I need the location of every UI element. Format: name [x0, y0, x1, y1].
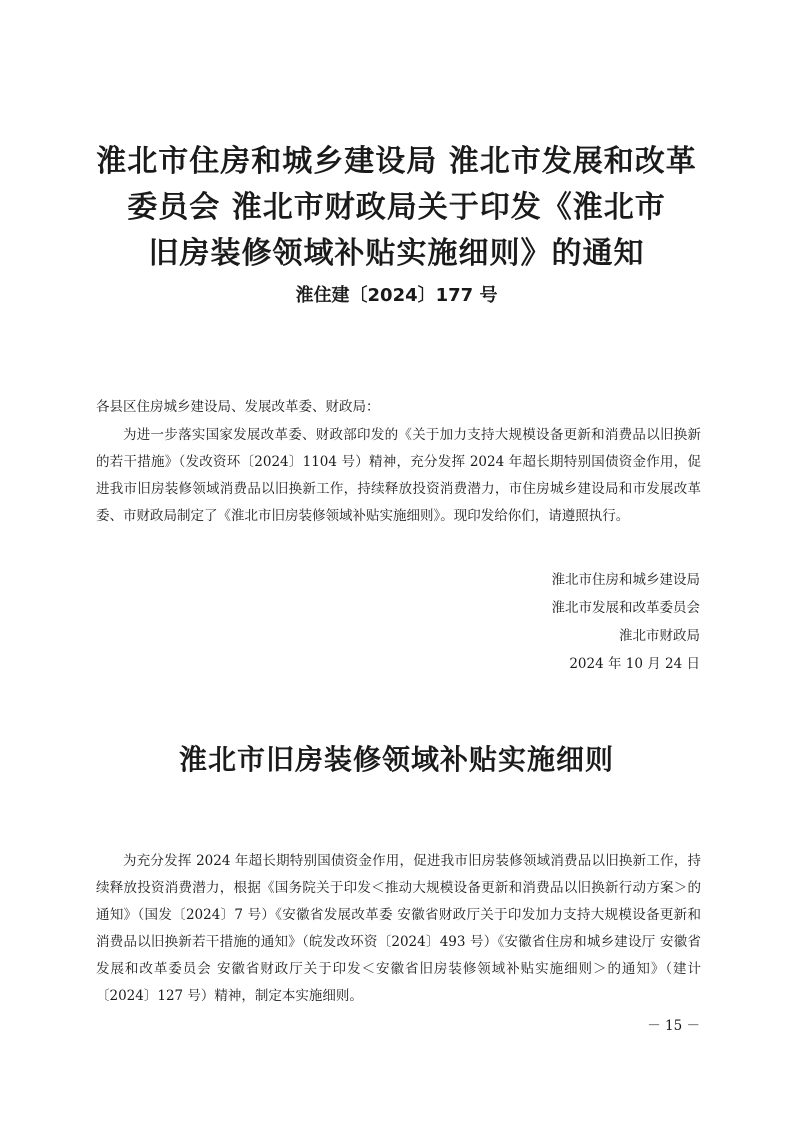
signatory: 淮北市住房和城乡建设局: [551, 572, 700, 588]
notice-title-line: 淮北市住房和城乡建设局 淮北市发展和改革: [96, 144, 697, 179]
notice-title: [60, 140, 733, 312]
signatory: 淮北市财政局: [619, 628, 700, 644]
notice-title-line: 旧房装修领域补贴实施细则》的通知: [148, 236, 645, 271]
notice-paragraph: 为进一步落实国家发展改革委、财政部印发的《关于加力支持大规模设备更新和消费品以旧换新的若干措施》（发改资环〔2024〕1104 号）精神，充分发挥 2024 年超长期特别国债资金作用，促进我市旧房装修领域消费品以旧换新工作，持续释放投资消费潜力，市住房城乡建设局和市发展改革委、市财政局制定了《淮北市旧房装修领域补贴实施细则》。现印发给你们，请遵照执行。: [96, 427, 701, 524]
signatory: 淮北市发展和改革委员会: [551, 600, 700, 616]
rules-paragraph: 为充分发挥 2024 年超长期特别国债资金作用，促进我市旧房装修领域消费品以旧换新工作，持续释放投资消费潜力，根据《国务院关于印发＜推动大规模设备更新和消费品以旧换新行动方案＞的通知》（国发〔2024〕7 号）《安徽省发展改革委 安徽省财政厅关于印发加力支持大规模设备更新和消费品以旧换新若干措施的通知》（皖发改环资〔2024〕493 号）《安徽省住房和城乡建设厅 安徽省发展和改革委员会 安徽省财政厅关于印发＜安徽省旧房装修领域补贴实施细则＞的通知》（建计〔2024〕127 号）精神，制定本实施细则。: [96, 853, 701, 1004]
page-number: － 15 －: [647, 1018, 700, 1034]
rules-title: 淮北市旧房装修领域补贴实施细则: [178, 743, 614, 776]
document-number: 淮住建〔2024〕177 号: [295, 285, 498, 306]
salutation: 各县区住房城乡建设局、发展改革委、财政局：: [96, 399, 380, 415]
issue-date: 2024 年 10 月 24 日: [569, 656, 700, 672]
notice-title-line: 委员会 淮北市财政局关于印发《淮北市: [127, 190, 666, 225]
